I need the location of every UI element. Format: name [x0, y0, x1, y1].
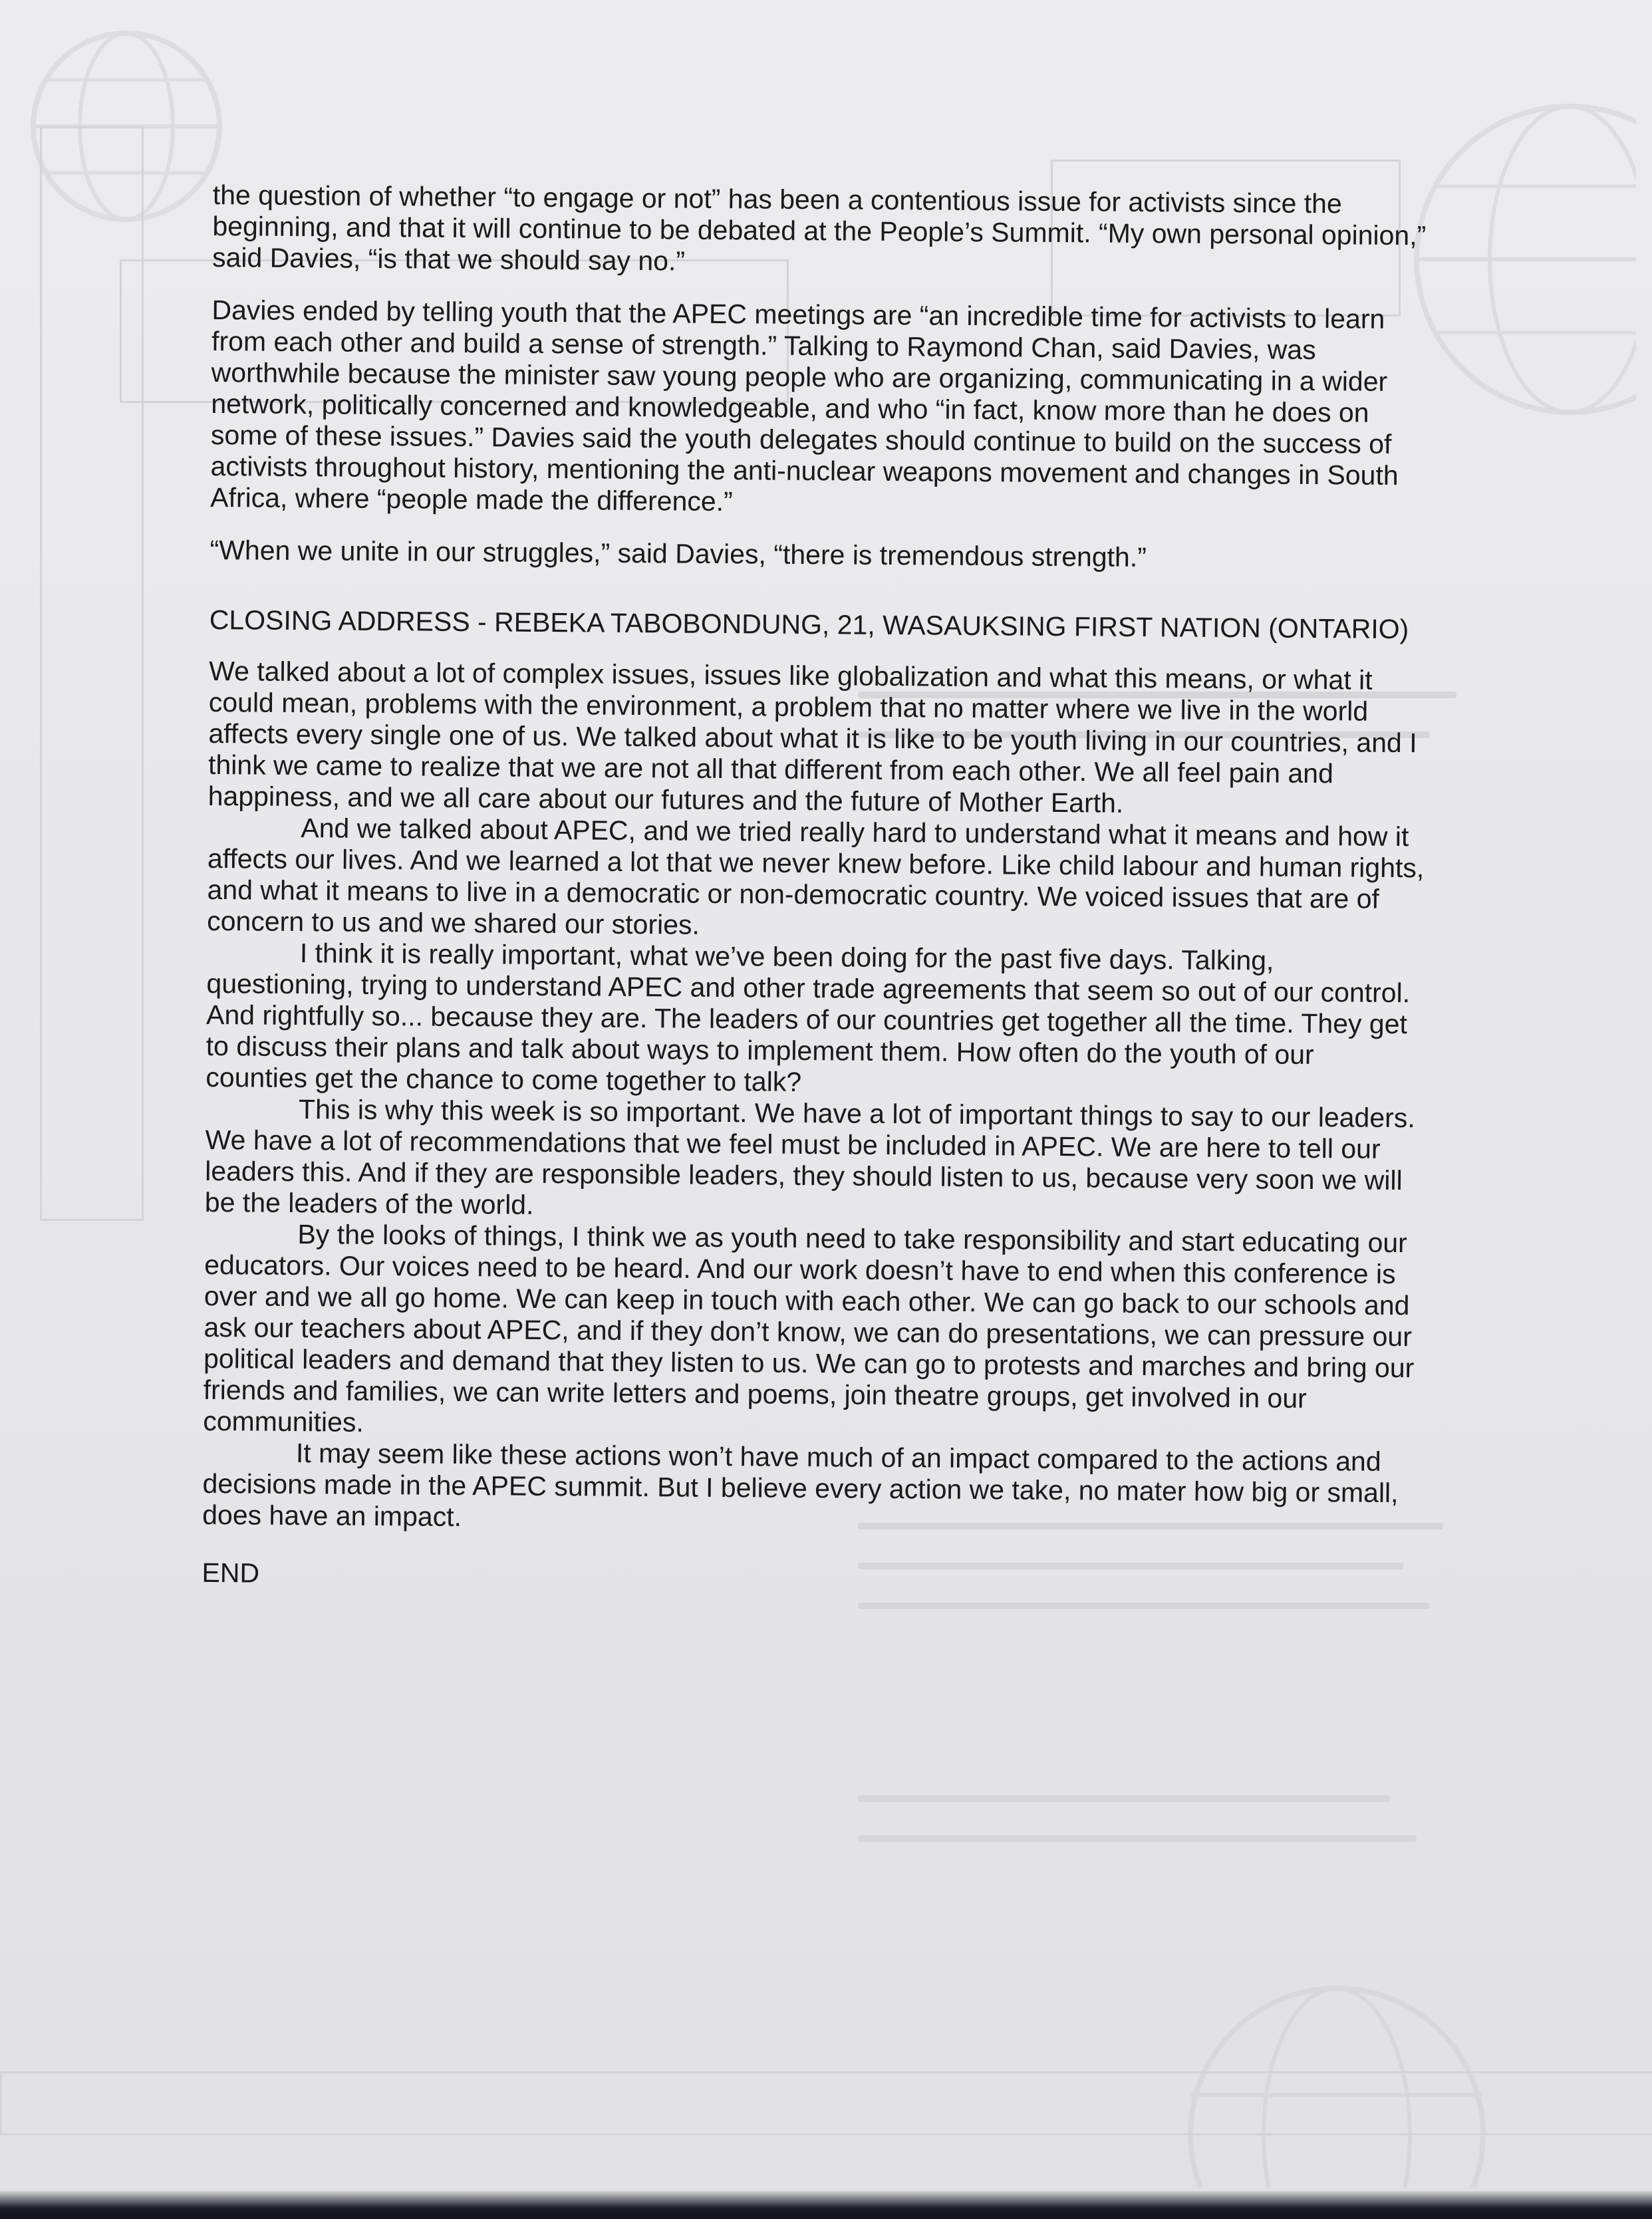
closing-paragraph: We talked about a lot of complex issues, issues like globalization and what this means, or what it could mean, problems with the environment, a problem that no matter where we live in the world affects every single one of us. We talked about what it is like to be youth living in our countries, and I think we came to realize that we are not all that different from each other. We all feel pain and happiness, and we all care about our futures and the future of Mother Earth. [207, 655, 1417, 819]
quote-unite: “When we unite in our struggles,” said Davies, “there is tremendous strength.” [209, 534, 1147, 573]
end-marker: END [202, 1557, 260, 1589]
ghost-text [858, 1835, 1417, 1842]
globe-watermark-top-right [1410, 93, 1636, 429]
paragraph-davies-strength: Davies ended by telling youth that the APEC meetings are “an incredible time for activists to learn from each other and build a sense of strength.” Talking to Raymond Chan, said Davies, was worthwhile because the minister saw young people who are organizing, communicating in a wider network, politically concerned and knowledgeable, and who “in fact, know more than he does on some of these issues.” Davies said the youth delegates should continue to build on the success of activists throughout history, mentioning the anti-nuclear weapons movement and changes in South Africa, where “people made the difference.” [210, 294, 1399, 517]
closing-paragraph: It may seem like these actions won’t have much of an impact compared to the actions and decisions made in the APEC summit. But I believe every action we take, no mater how big or small, does have an impact. [202, 1438, 1399, 1532]
closing-paragraph: I think it is really important, what we’ve been doing for the past five days. Talking, questioning, trying to understand APEC and other trade agreements that seem so out of our control. And rightfully so... because they are. The leaders of our countries get together all the time. They get to discuss their plans and talk about ways to implement them. How often do the youth of our counties get the chance to come together to talk? [206, 938, 1411, 1097]
closing-paragraph: By the looks of things, I think we as youth need to take responsibility and start educating our educators. Our voices need to be heard. And our work doesn’t have to end when this conference is over and we all go home. We can keep in touch with each other. We can go back to our schools and ask our teachers about APEC, and if they don’t know, we can do presentations, we can pressure our political leaders and demand that they listen to us. We can go to protests and marches and bring our friends and families, we can write letters and poems, join theatre groups, get involved in our communities. [203, 1219, 1415, 1438]
paragraph-engage: the question of whether “to engage or not” has been a contentious issue for activists since the beginning, and that it will continue to be debated at the People’s Summit. “My own personal opinion,” said Davies, “is that we should say no.” [211, 180, 1427, 277]
closing-paragraph: And we talked about APEC, and we tried really hard to understand what it means and how it affects our lives. And we learned a lot that we never knew before. Like child labour and human rights, and what it means to live in a democratic or non-democratic country. We voiced issues that are of concern to us and we shared our stories. [207, 813, 1425, 940]
ghost-text [858, 1795, 1390, 1802]
scan-edge [0, 2191, 1652, 2219]
ghost-footer-strip [0, 2071, 1652, 2135]
article-body [202, 180, 1430, 1619]
closing-paragraph: This is why this week is so important. We have a lot of important things to say to our leaders. We have a lot of recommendations that we feel must be included in APEC. We are here to tell our leaders this. And if they are responsible leaders, they should listen to us, because very soon we will be the leaders of the world. [204, 1094, 1415, 1220]
section-heading: CLOSING ADDRESS - REBEKA TABOBONDUNG, 21, WASAUKSING FIRST NATION (ONTARIO) [209, 604, 1409, 645]
